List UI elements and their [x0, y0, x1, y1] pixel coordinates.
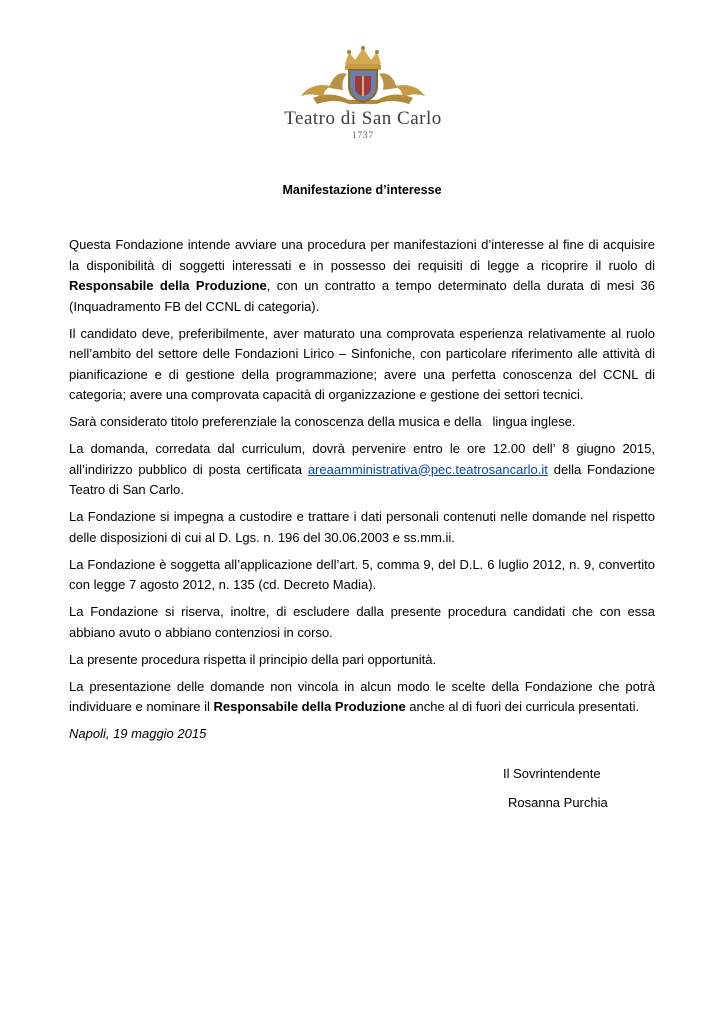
paragraph-2: Il candidato deve, preferibilmente, aver maturato una comprovata esperienza relativamente al ruolo nell’ambito del settore delle Fondazioni Lirico – Sinfoniche, con particolare riferimento alle attività di pianificazione e di gestione della programmazione; avere una perfetta conoscenza del CCNL di categoria; avere una comprovata capacità di organizzazione e gestione dei settori tecnici. [69, 325, 655, 402]
document-body [69, 235, 655, 751]
paragraph-8: La presente procedura rispetta il principio della pari opportunità. [69, 651, 437, 667]
paragraph-9-text-a: La presentazione delle domande non vincola in alcun modo le scelte della Fondazione che potrà individuare e nominare il [69, 678, 655, 714]
paragraph-9-text-c: anche al di fuori dei curricula presentati. [405, 699, 640, 714]
signature-role: Il Sovrintendente [503, 766, 601, 781]
paragraph-9-role-bold: Responsabile della Produzione [213, 699, 406, 714]
pec-email-link[interactable]: areaamministrativa@pec.teatrosancarlo.it [307, 461, 548, 477]
logo-year: 1737 [352, 130, 374, 140]
paragraph-1 [69, 235, 655, 317]
paragraph-6: La Fondazione è soggetta all’applicazione dell’art. 5, comma 9, del D.L. 6 luglio 2012, n. 9, convertito con legge 7 agosto 2012, n. 135 (cd. Decreto Madia). [69, 556, 655, 592]
place-date: Napoli, 19 maggio 2015 [69, 726, 207, 741]
logo-wordmark: Teatro di San Carlo [284, 108, 442, 129]
paragraph-1-text-c: , con un contratto a tempo determinato della durata di mesi 36 (Inquadramento FB del CCNL di categoria). [69, 278, 655, 314]
paragraph-4-text-c: della Fondazione Teatro di San Carlo. [69, 461, 655, 497]
paragraph-3: Sarà considerato titolo preferenziale la conoscenza della musica e della lingua inglese. [69, 414, 576, 429]
document-title: Manifestazione d’interesse [282, 183, 442, 197]
paragraph-9 [69, 677, 655, 718]
paragraph-1-role-bold: Responsabile della Produzione [69, 278, 267, 293]
theatre-logo [265, 46, 461, 142]
paragraph-4-text-a: La domanda, corredata dal curriculum, dovrà pervenire entro le ore 12.00 dell’ 8 giugno 2015, all’indirizzo pubblico di posta certificata [69, 441, 655, 477]
paragraph-5: La Fondazione si impegna a custodire e trattare i dati personali contenuti nelle domande nel rispetto delle disposizioni di cui al D. Lgs. n. 196 del 30.06.2003 e ss.mm.ii. [69, 509, 655, 545]
paragraph-1-text-a: Questa Fondazione intende avviare una procedura per manifestazioni d’interesse al fine di acquisire la disponibilità di soggetti interessati e in possesso dei requisiti di legge a ricoprire il ruolo di [69, 237, 655, 273]
signature-name: Rosanna Purchia [508, 795, 608, 810]
crown-crest-icon [291, 46, 435, 108]
paragraph-4 [69, 439, 655, 501]
paragraph-7: La Fondazione si riserva, inoltre, di escludere dalla presente procedura candidati che con essa abbiano avuto o abbiano contenziosi in corso. [69, 604, 655, 640]
